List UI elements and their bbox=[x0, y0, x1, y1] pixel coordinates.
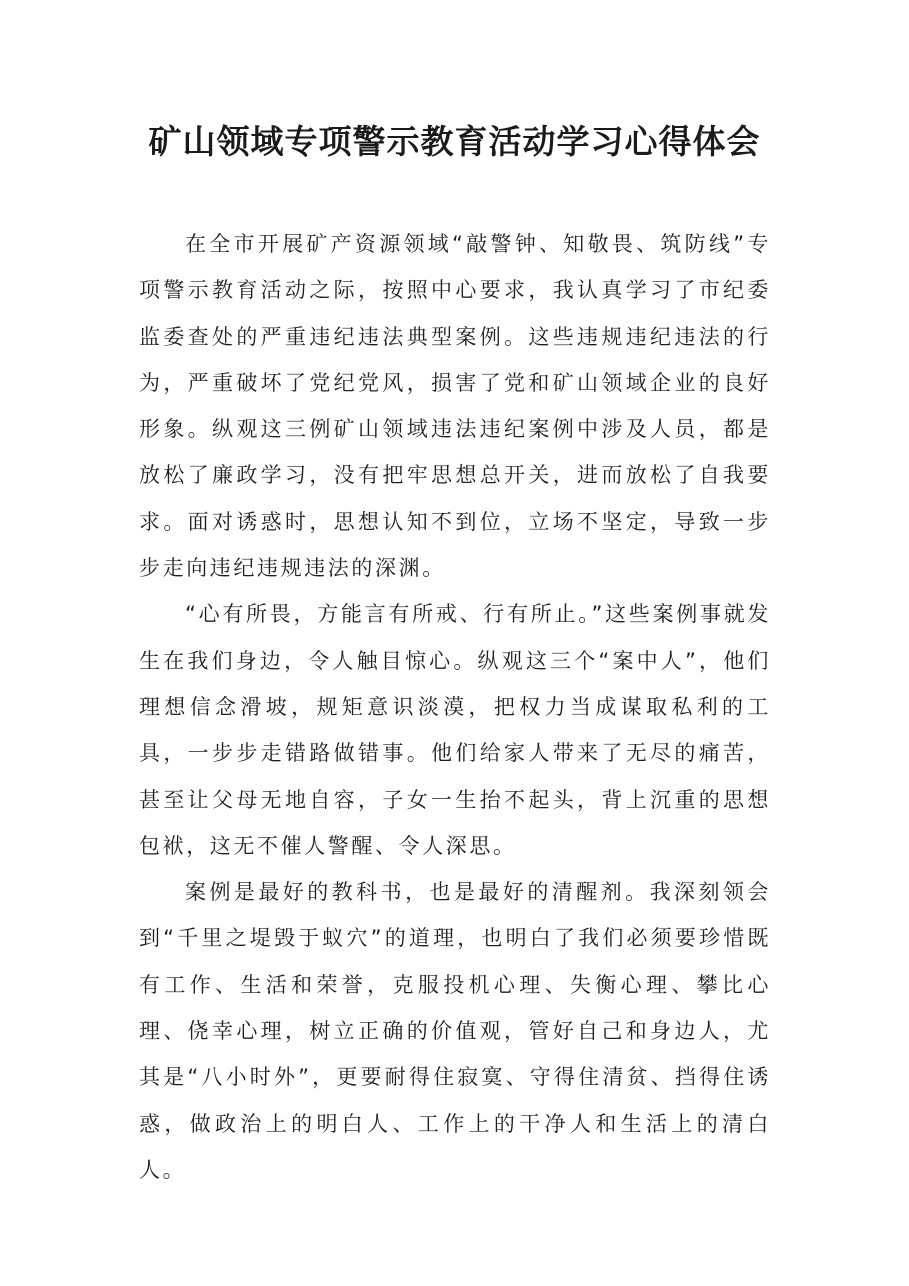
paragraph: 在全市开展矿产资源领域“敲警钟、知敬畏、筑防线”专项警示教育活动之际，按照中心要求，我认真学习了市纪委监委查处的严重违纪违法典型案例。这些违规违纪违法的行为，严重破坏了党纪党风，损害了党和矿山领域企业的良好形象。纵观这三例矿山领域违法违纪案例中涉及人员，都是放松了廉政学习，没有把牢思想总开关，进而放松了自我要求。面对诱惑时，思想认知不到位，立场不坚定，导致一步步走向违纪违规违法的深渊。 bbox=[139, 232, 771, 581]
document-title: 矿山领域专项警示教育活动学习心得体会 bbox=[148, 122, 761, 161]
paragraph: “心有所畏，方能言有所戒、行有所止。”这些案例事就发生在我们身边，令人触目惊心。纵观这三个“案中人”，他们理想信念滑坡，规矩意识淡漠，把权力当成谋取私利的工具，一步步走错路做错事。他们给家人带来了无尽的痛苦，甚至让父母无地自容，子女一生抬不起头，背上沉重的思想包袱，这无不催人警醒、令人深思。 bbox=[139, 602, 771, 858]
document-body bbox=[139, 221, 771, 1193]
paragraph: 案例是最好的教科书，也是最好的清醒剂。我深刻领会到“千里之堤毁于蚁穴”的道理，也明白了我们必须要珍惜既有工作、生活和荣誉，克服投机心理、失衡心理、攀比心理、侥幸心理，树立正确的价值观，管好自己和身边人，尤其是“八小时外”，更要耐得住寂寞、守得住清贫、挡得住诱惑，做政治上的明白人、工作上的干净人和生活上的清白人。 bbox=[139, 880, 771, 1182]
